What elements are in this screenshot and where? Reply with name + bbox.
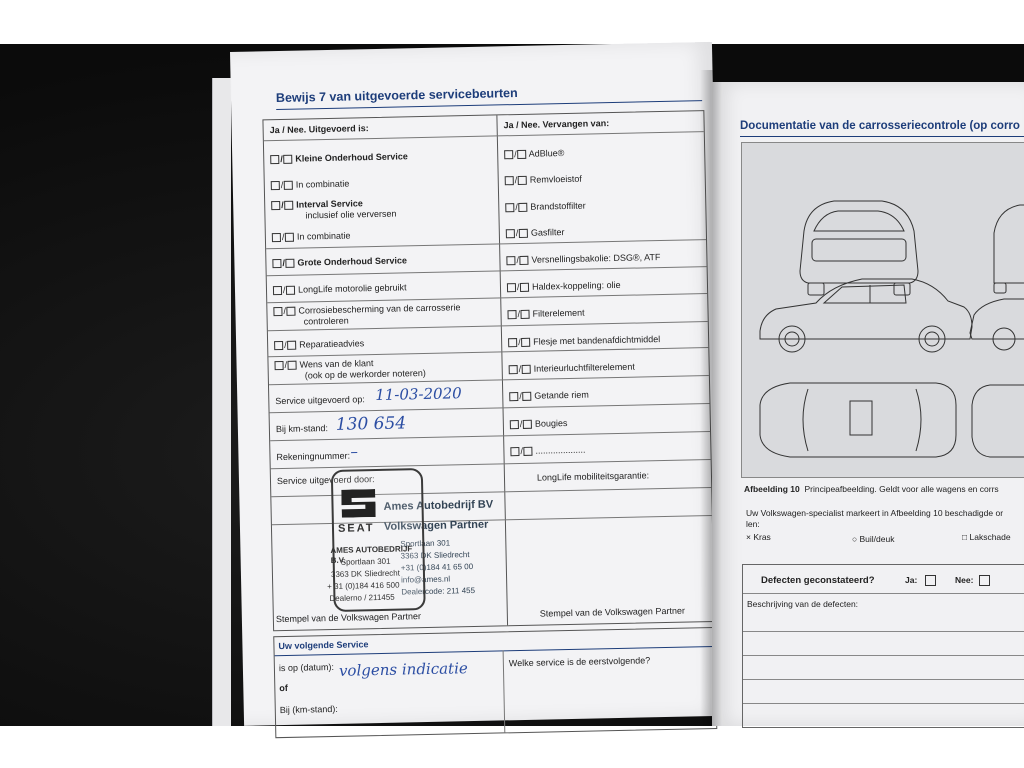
checkbox[interactable] xyxy=(284,201,293,210)
km-label: Bij km-stand: xyxy=(275,423,329,435)
dealer-partner: Volkswagen Partner xyxy=(383,518,489,533)
checkbox[interactable] xyxy=(519,256,528,265)
list-item: / Getande riem xyxy=(509,390,589,403)
right-page-title: Documentatie van de carrosseriecontrole (op corro xyxy=(740,120,1020,132)
checkbox[interactable] xyxy=(518,229,527,238)
car-outline-icon xyxy=(742,143,1024,477)
list-item: / Kleine Onderhoud Service xyxy=(270,151,408,165)
invoice-label: Rekeningnummer: xyxy=(276,450,351,463)
yes-checkbox[interactable] xyxy=(925,575,936,586)
checkbox[interactable] xyxy=(508,338,517,347)
list-item-sub: (ook op de werkorder noteren) xyxy=(304,367,426,381)
dealer-street: Sportlaan 301 xyxy=(400,538,451,549)
checkbox[interactable] xyxy=(271,181,280,190)
checkbox[interactable] xyxy=(287,361,296,370)
checkbox[interactable] xyxy=(521,365,530,374)
checkbox[interactable] xyxy=(523,447,532,456)
seat-stamp-line: Dealerno / 211455 xyxy=(329,592,395,604)
checkbox[interactable] xyxy=(505,176,514,185)
list-item: / Remvloeistof xyxy=(505,174,582,187)
seat-stamp-line: + 31 (0)184 416 500 xyxy=(327,580,400,592)
defects-question: Defecten geconstateerd? xyxy=(761,575,875,586)
checkbox[interactable] xyxy=(285,259,294,268)
list-item: / Flesje met bandenafdichtmiddel xyxy=(508,334,660,348)
km-handwritten: 130 654 xyxy=(335,413,407,435)
checkbox[interactable] xyxy=(285,286,294,295)
service-date-handwritten: 11-03-2020 xyxy=(375,384,462,405)
dealer-code: Dealercode: 211 455 xyxy=(401,585,476,597)
legend-lak: □ Lakschade xyxy=(962,532,1011,542)
instruction-line: Uw Volkswagen-specialist markeert in Afbeelding 10 beschadigde or xyxy=(746,508,1004,518)
checkbox[interactable] xyxy=(284,233,293,242)
list-item: / Wens van de klant xyxy=(274,358,373,371)
checkbox[interactable] xyxy=(505,203,514,212)
next-question: Welke service is de eerstvolgende? xyxy=(508,655,651,669)
list-item: / Filterelement xyxy=(507,308,584,321)
service-date-label: Service uitgevoerd op: xyxy=(275,394,365,407)
checkbox[interactable] xyxy=(507,310,516,319)
no-checkbox[interactable] xyxy=(979,575,990,586)
longlife-label: LongLife mobiliteitsgarantie: xyxy=(536,470,650,483)
checkbox[interactable] xyxy=(273,307,282,316)
stamp-label-left: Stempel van de Volkswagen Partner xyxy=(275,611,422,625)
checkbox[interactable] xyxy=(270,155,279,164)
caption-bold: Afbeelding 10 xyxy=(744,484,800,494)
checkbox[interactable] xyxy=(506,229,515,238)
list-item: / LongLife motorolie gebruikt xyxy=(273,282,407,296)
checkbox[interactable] xyxy=(283,181,292,190)
seat-stamp-line: AMES AUTOBEDRIJF B.V. xyxy=(330,544,413,566)
dealer-name: Ames Autobedrijf BV xyxy=(383,498,494,513)
list-item: / Interval Service xyxy=(271,198,363,211)
header-left: Ja / Nee. Uitgevoerd is: xyxy=(269,123,369,136)
page-stack-edge xyxy=(212,78,231,726)
dealer-phone: +31 (0)184 41 65 00 xyxy=(400,562,474,573)
legend-buil: ○ Buil/deuk xyxy=(852,534,895,544)
checkbox[interactable] xyxy=(272,233,281,242)
checkbox[interactable] xyxy=(506,256,515,265)
left-page xyxy=(230,42,726,726)
checkbox[interactable] xyxy=(274,341,283,350)
checkbox[interactable] xyxy=(283,155,292,164)
list-item-sub: inclusief olie verversen xyxy=(305,208,397,221)
seat-stamp-line: Sportlaan 301 xyxy=(340,556,391,567)
checkbox[interactable] xyxy=(517,176,526,185)
list-item: / Reparatieadvies xyxy=(274,338,364,351)
list-item: / AdBlue® xyxy=(504,148,564,160)
checkbox[interactable] xyxy=(522,392,531,401)
list-item: / Haldex-koppeling: olie xyxy=(507,280,621,293)
seat-logo-icon xyxy=(341,489,376,518)
list-item: / Brandstoffilter xyxy=(505,201,586,214)
list-item: / Grote Onderhoud Service xyxy=(272,255,407,269)
checkbox[interactable] xyxy=(520,310,529,319)
book-gutter xyxy=(700,70,722,726)
seat-brand: SEAT xyxy=(337,522,375,535)
checkbox[interactable] xyxy=(273,286,282,295)
checkbox[interactable] xyxy=(504,150,513,159)
checkbox[interactable] xyxy=(272,259,281,268)
list-item: / Versnellingsbakolie: DSG®, ATF xyxy=(506,252,660,266)
legend-kras: × Kras xyxy=(746,532,771,542)
instruction-line: len: xyxy=(746,519,760,529)
header-right: Ja / Nee. Vervangen van: xyxy=(503,118,610,131)
invoice-handwritten: – xyxy=(350,442,359,461)
checkbox[interactable] xyxy=(510,420,519,429)
checkbox[interactable] xyxy=(287,341,296,350)
dealer-email: info@ames.nl xyxy=(401,574,451,585)
checkbox[interactable] xyxy=(518,203,527,212)
yes-label: Ja: xyxy=(905,575,918,585)
list-item: / In combinatie xyxy=(272,231,351,244)
seat-stamp-line: 3363 DK Sliedrecht xyxy=(330,568,400,579)
checkbox[interactable] xyxy=(271,201,280,210)
seat-stamp xyxy=(327,468,426,612)
list-item: / In combinatie xyxy=(271,179,350,192)
checkbox[interactable] xyxy=(522,420,531,429)
checkbox[interactable] xyxy=(510,447,519,456)
list-item: / Bougies xyxy=(510,418,568,430)
dealer-city: 3363 DK Sliedrecht xyxy=(400,550,470,561)
checkbox[interactable] xyxy=(509,392,518,401)
title-rule xyxy=(740,136,1024,137)
next-handwritten: volgens indicatie xyxy=(338,659,468,680)
checkbox[interactable] xyxy=(507,283,516,292)
checkbox[interactable] xyxy=(521,338,530,347)
list-item-sub: controleren xyxy=(303,315,349,327)
stamp-label-right: Stempel van de Volkswagen Partner xyxy=(539,605,685,619)
performed-by-label: Service uitgevoerd door: xyxy=(276,474,375,487)
checkbox[interactable] xyxy=(517,150,526,159)
list-item: / .................... xyxy=(510,445,585,458)
description-label: Beschrijving van de defecten: xyxy=(747,599,859,609)
car-diagram xyxy=(741,142,1024,478)
next-service-box xyxy=(273,627,717,738)
checkbox[interactable] xyxy=(509,365,518,374)
page-title: Bewijs 7 van uitgevoerde servicebeurten xyxy=(275,85,518,106)
next-km-label: Bij (km-stand): xyxy=(279,703,338,716)
figure-caption xyxy=(744,484,999,495)
next-service-title: Uw volgende Service xyxy=(278,639,369,652)
caption-text: Principeafbeelding. Geldt voor alle wagens en corrs xyxy=(804,484,999,494)
checkbox[interactable] xyxy=(274,361,283,370)
list-item: / Corrosiebescherming van de carrosserie xyxy=(273,302,460,317)
right-page xyxy=(712,82,1024,726)
checkbox[interactable] xyxy=(519,283,528,292)
list-item: / Interieurluchtfilterelement xyxy=(509,362,635,376)
checkbox[interactable] xyxy=(286,307,295,316)
next-or-label: of xyxy=(279,682,288,694)
list-item: / Gasfilter xyxy=(506,227,565,239)
defect-box xyxy=(742,564,1024,728)
no-label: Nee: xyxy=(955,575,974,585)
next-date-label: is op (datum): xyxy=(278,661,335,674)
